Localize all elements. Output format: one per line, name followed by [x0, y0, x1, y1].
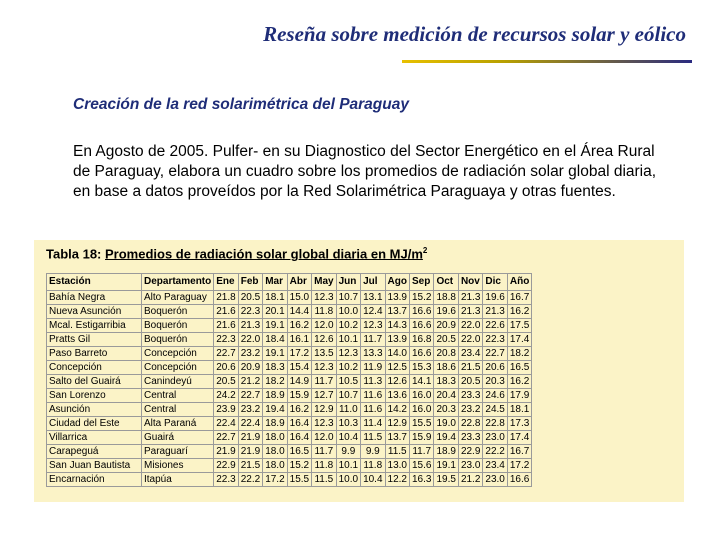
value-cell: 15.2	[287, 459, 311, 473]
value-cell: 17.2	[263, 473, 287, 487]
value-cell: 12.5	[385, 361, 409, 375]
table-caption-label: Tabla 18:	[46, 246, 102, 262]
value-cell: 17.9	[507, 389, 531, 403]
table-row	[47, 347, 532, 361]
table-row	[47, 389, 532, 403]
value-cell: 15.0	[287, 291, 311, 305]
table-row	[47, 459, 532, 473]
table-body	[47, 291, 532, 487]
value-cell: 16.6	[507, 473, 531, 487]
value-cell: 19.1	[263, 347, 287, 361]
value-cell: 14.1	[410, 375, 434, 389]
department-cell: Canindeyú	[142, 375, 214, 389]
value-cell: 21.3	[483, 305, 507, 319]
value-cell: 13.7	[385, 431, 409, 445]
value-cell: 19.1	[434, 459, 458, 473]
value-cell: 10.7	[336, 389, 360, 403]
value-cell: 10.4	[336, 431, 360, 445]
value-cell: 18.3	[263, 361, 287, 375]
value-cell: 22.0	[458, 319, 482, 333]
department-cell: Guairá	[142, 431, 214, 445]
department-cell: Itapúa	[142, 473, 214, 487]
value-cell: 10.3	[336, 417, 360, 431]
station-cell: Mcal. Estigarribia	[47, 319, 142, 333]
value-cell: 11.3	[361, 375, 385, 389]
value-cell: 16.1	[287, 333, 311, 347]
value-cell: 16.4	[287, 417, 311, 431]
value-cell: 20.6	[214, 361, 238, 375]
column-header: Mar	[263, 274, 287, 291]
value-cell: 11.7	[361, 333, 385, 347]
value-cell: 21.5	[238, 459, 262, 473]
department-cell: Boquerón	[142, 319, 214, 333]
value-cell: 17.3	[507, 417, 531, 431]
value-cell: 14.0	[385, 347, 409, 361]
table-row	[47, 473, 532, 487]
column-header: Año	[507, 274, 531, 291]
value-cell: 22.0	[458, 333, 482, 347]
value-cell: 17.2	[507, 459, 531, 473]
value-cell: 11.5	[312, 473, 336, 487]
column-header: Jun	[336, 274, 360, 291]
table-header	[47, 274, 532, 291]
table-row	[47, 403, 532, 417]
value-cell: 22.2	[238, 473, 262, 487]
value-cell: 21.3	[238, 319, 262, 333]
value-cell: 12.3	[312, 417, 336, 431]
value-cell: 17.5	[507, 319, 531, 333]
value-cell: 16.5	[287, 445, 311, 459]
value-cell: 16.0	[410, 403, 434, 417]
value-cell: 23.0	[483, 473, 507, 487]
value-cell: 18.2	[507, 347, 531, 361]
value-cell: 10.5	[336, 375, 360, 389]
station-cell: Ciudad del Este	[47, 417, 142, 431]
value-cell: 22.0	[238, 333, 262, 347]
value-cell: 20.5	[238, 291, 262, 305]
value-cell: 22.4	[214, 417, 238, 431]
value-cell: 16.4	[287, 431, 311, 445]
value-cell: 17.4	[507, 431, 531, 445]
table-row	[47, 291, 532, 305]
column-header: Ene	[214, 274, 238, 291]
value-cell: 16.2	[287, 403, 311, 417]
table-row	[47, 333, 532, 347]
value-cell: 18.1	[507, 403, 531, 417]
department-cell: Alta Paraná	[142, 417, 214, 431]
value-cell: 23.0	[483, 431, 507, 445]
station-cell: Encarnación	[47, 473, 142, 487]
value-cell: 15.5	[287, 473, 311, 487]
value-cell: 11.7	[312, 445, 336, 459]
value-cell: 15.5	[410, 417, 434, 431]
value-cell: 12.7	[312, 389, 336, 403]
table-row	[47, 305, 532, 319]
value-cell: 18.4	[263, 333, 287, 347]
column-header: Dic	[483, 274, 507, 291]
column-header: Departamento	[142, 274, 214, 291]
value-cell: 11.4	[361, 417, 385, 431]
value-cell: 12.3	[361, 319, 385, 333]
table-caption-superscript: 2	[422, 246, 428, 255]
value-cell: 22.7	[483, 347, 507, 361]
value-cell: 21.5	[458, 361, 482, 375]
department-cell: Central	[142, 403, 214, 417]
value-cell: 18.9	[263, 389, 287, 403]
value-cell: 11.9	[361, 361, 385, 375]
table-row	[47, 361, 532, 375]
value-cell: 24.2	[214, 389, 238, 403]
value-cell: 22.8	[458, 417, 482, 431]
value-cell: 22.4	[238, 417, 262, 431]
station-cell: Salto del Guairá	[47, 375, 142, 389]
value-cell: 12.9	[385, 417, 409, 431]
station-cell: Concepción	[47, 361, 142, 375]
value-cell: 11.0	[336, 403, 360, 417]
value-cell: 19.6	[483, 291, 507, 305]
value-cell: 20.1	[263, 305, 287, 319]
station-cell: Paso Barreto	[47, 347, 142, 361]
title-underline-rule	[402, 60, 692, 63]
value-cell: 12.3	[312, 361, 336, 375]
station-cell: Nueva Asunción	[47, 305, 142, 319]
value-cell: 12.9	[312, 403, 336, 417]
value-cell: 19.0	[434, 417, 458, 431]
table-row	[47, 375, 532, 389]
value-cell: 15.4	[287, 361, 311, 375]
value-cell: 12.3	[312, 291, 336, 305]
value-cell: 13.6	[385, 389, 409, 403]
value-cell: 11.8	[312, 459, 336, 473]
value-cell: 19.1	[263, 319, 287, 333]
table-caption	[46, 246, 427, 261]
table-row	[47, 319, 532, 333]
value-cell: 22.9	[214, 459, 238, 473]
department-cell: Concepción	[142, 347, 214, 361]
value-cell: 22.7	[214, 431, 238, 445]
value-cell: 13.9	[385, 291, 409, 305]
value-cell: 16.3	[410, 473, 434, 487]
value-cell: 18.2	[263, 375, 287, 389]
station-cell: Bahía Negra	[47, 291, 142, 305]
column-header: Oct	[434, 274, 458, 291]
value-cell: 19.5	[434, 473, 458, 487]
value-cell: 12.6	[385, 375, 409, 389]
value-cell: 16.7	[507, 445, 531, 459]
value-cell: 12.6	[312, 333, 336, 347]
station-cell: Carapeguá	[47, 445, 142, 459]
value-cell: 23.4	[483, 459, 507, 473]
value-cell: 13.3	[361, 347, 385, 361]
column-header: May	[312, 274, 336, 291]
value-cell: 9.9	[361, 445, 385, 459]
value-cell: 21.8	[214, 291, 238, 305]
value-cell: 18.1	[263, 291, 287, 305]
value-cell: 10.2	[336, 361, 360, 375]
value-cell: 16.0	[410, 389, 434, 403]
value-cell: 18.0	[263, 459, 287, 473]
station-cell: Asunción	[47, 403, 142, 417]
department-cell: Boquerón	[142, 333, 214, 347]
value-cell: 20.5	[434, 333, 458, 347]
value-cell: 23.2	[238, 347, 262, 361]
value-cell: 23.3	[458, 431, 482, 445]
value-cell: 16.2	[507, 305, 531, 319]
value-cell: 14.4	[287, 305, 311, 319]
value-cell: 11.6	[361, 403, 385, 417]
value-cell: 20.4	[434, 389, 458, 403]
value-cell: 22.2	[483, 445, 507, 459]
value-cell: 21.2	[238, 375, 262, 389]
value-cell: 15.9	[287, 389, 311, 403]
column-header: Nov	[458, 274, 482, 291]
table-row	[47, 445, 532, 459]
value-cell: 11.8	[312, 305, 336, 319]
value-cell: 21.3	[458, 291, 482, 305]
value-cell: 16.8	[410, 333, 434, 347]
value-cell: 20.5	[214, 375, 238, 389]
column-header: Sep	[410, 274, 434, 291]
value-cell: 21.9	[214, 445, 238, 459]
value-cell: 15.9	[410, 431, 434, 445]
value-cell: 21.3	[458, 305, 482, 319]
value-cell: 13.1	[361, 291, 385, 305]
value-cell: 12.0	[312, 319, 336, 333]
value-cell: 9.9	[336, 445, 360, 459]
value-cell: 16.5	[507, 361, 531, 375]
value-cell: 20.8	[434, 347, 458, 361]
value-cell: 13.7	[385, 305, 409, 319]
value-cell: 20.5	[458, 375, 482, 389]
value-cell: 15.6	[410, 459, 434, 473]
table-caption-title: Promedios de radiación solar global diaria en MJ/m	[105, 246, 423, 262]
value-cell: 18.9	[263, 417, 287, 431]
value-cell: 13.9	[385, 333, 409, 347]
value-cell: 12.4	[361, 305, 385, 319]
value-cell: 20.3	[434, 403, 458, 417]
value-cell: 14.2	[385, 403, 409, 417]
slide-title: Reseña sobre medición de recursos solar y eólico	[263, 22, 686, 46]
value-cell: 20.9	[238, 361, 262, 375]
department-cell: Boquerón	[142, 305, 214, 319]
value-cell: 21.9	[238, 431, 262, 445]
value-cell: 11.8	[361, 459, 385, 473]
value-cell: 18.0	[263, 431, 287, 445]
department-cell: Central	[142, 389, 214, 403]
value-cell: 12.2	[385, 473, 409, 487]
value-cell: 16.6	[410, 347, 434, 361]
value-cell: 18.0	[263, 445, 287, 459]
value-cell: 18.9	[434, 445, 458, 459]
value-cell: 12.0	[312, 431, 336, 445]
column-header: Ago	[385, 274, 409, 291]
body-paragraph: En Agosto de 2005. Pulfer- en su Diagnostico del Sector Energético en el Área Rural de Paraguay, elabora un cuadro sobre los promedios de radiación solar global diaria, en base a datos proveídos por la Red Solarimétrica Paraguaya y otras fuentes.	[73, 143, 657, 200]
value-cell: 21.6	[214, 305, 238, 319]
value-cell: 11.7	[410, 445, 434, 459]
value-cell: 10.0	[336, 305, 360, 319]
value-cell: 23.2	[458, 403, 482, 417]
value-cell: 10.1	[336, 333, 360, 347]
value-cell: 14.3	[385, 319, 409, 333]
header-row	[47, 274, 532, 291]
value-cell: 22.7	[214, 347, 238, 361]
value-cell: 22.8	[483, 417, 507, 431]
value-cell: 13.5	[312, 347, 336, 361]
value-cell: 22.6	[483, 319, 507, 333]
value-cell: 18.3	[434, 375, 458, 389]
column-header: Estación	[47, 274, 142, 291]
value-cell: 10.2	[336, 319, 360, 333]
value-cell: 11.7	[312, 375, 336, 389]
value-cell: 12.3	[336, 347, 360, 361]
value-cell: 16.6	[410, 319, 434, 333]
value-cell: 24.5	[483, 403, 507, 417]
value-cell: 20.6	[483, 361, 507, 375]
station-cell: San Lorenzo	[47, 389, 142, 403]
value-cell: 22.3	[214, 473, 238, 487]
value-cell: 23.3	[458, 389, 482, 403]
table-row	[47, 417, 532, 431]
table-row	[47, 431, 532, 445]
value-cell: 21.9	[238, 445, 262, 459]
value-cell: 10.0	[336, 473, 360, 487]
value-cell: 16.7	[507, 291, 531, 305]
value-cell: 23.9	[214, 403, 238, 417]
value-cell: 20.3	[483, 375, 507, 389]
value-cell: 19.6	[434, 305, 458, 319]
value-cell: 20.9	[434, 319, 458, 333]
value-cell: 19.4	[263, 403, 287, 417]
value-cell: 10.1	[336, 459, 360, 473]
value-cell: 22.3	[483, 333, 507, 347]
column-header: Jul	[361, 274, 385, 291]
value-cell: 24.6	[483, 389, 507, 403]
value-cell: 17.2	[287, 347, 311, 361]
value-cell: 13.0	[385, 459, 409, 473]
value-cell: 21.6	[214, 319, 238, 333]
station-cell: Villarrica	[47, 431, 142, 445]
value-cell: 16.2	[507, 375, 531, 389]
value-cell: 14.9	[287, 375, 311, 389]
value-cell: 16.2	[287, 319, 311, 333]
value-cell: 15.2	[410, 291, 434, 305]
value-cell: 17.4	[507, 333, 531, 347]
column-header: Feb	[238, 274, 262, 291]
value-cell: 18.8	[434, 291, 458, 305]
value-cell: 23.0	[458, 459, 482, 473]
value-cell: 15.3	[410, 361, 434, 375]
value-cell: 21.2	[458, 473, 482, 487]
value-cell: 23.2	[238, 403, 262, 417]
value-cell: 22.3	[238, 305, 262, 319]
radiation-table	[46, 273, 532, 487]
value-cell: 19.4	[434, 431, 458, 445]
value-cell: 18.6	[434, 361, 458, 375]
department-cell: Concepción	[142, 361, 214, 375]
value-cell: 11.5	[385, 445, 409, 459]
value-cell: 11.6	[361, 389, 385, 403]
value-cell: 22.7	[238, 389, 262, 403]
value-cell: 16.6	[410, 305, 434, 319]
value-cell: 22.3	[214, 333, 238, 347]
value-cell: 10.7	[336, 291, 360, 305]
station-cell: San Juan Bautista	[47, 459, 142, 473]
column-header: Abr	[287, 274, 311, 291]
value-cell: 10.4	[361, 473, 385, 487]
department-cell: Misiones	[142, 459, 214, 473]
value-cell: 11.5	[361, 431, 385, 445]
station-cell: Pratts Gil	[47, 333, 142, 347]
section-heading: Creación de la red solarimétrica del Paraguay	[73, 96, 409, 113]
department-cell: Paraguarí	[142, 445, 214, 459]
department-cell: Alto Paraguay	[142, 291, 214, 305]
value-cell: 23.4	[458, 347, 482, 361]
value-cell: 22.9	[458, 445, 482, 459]
